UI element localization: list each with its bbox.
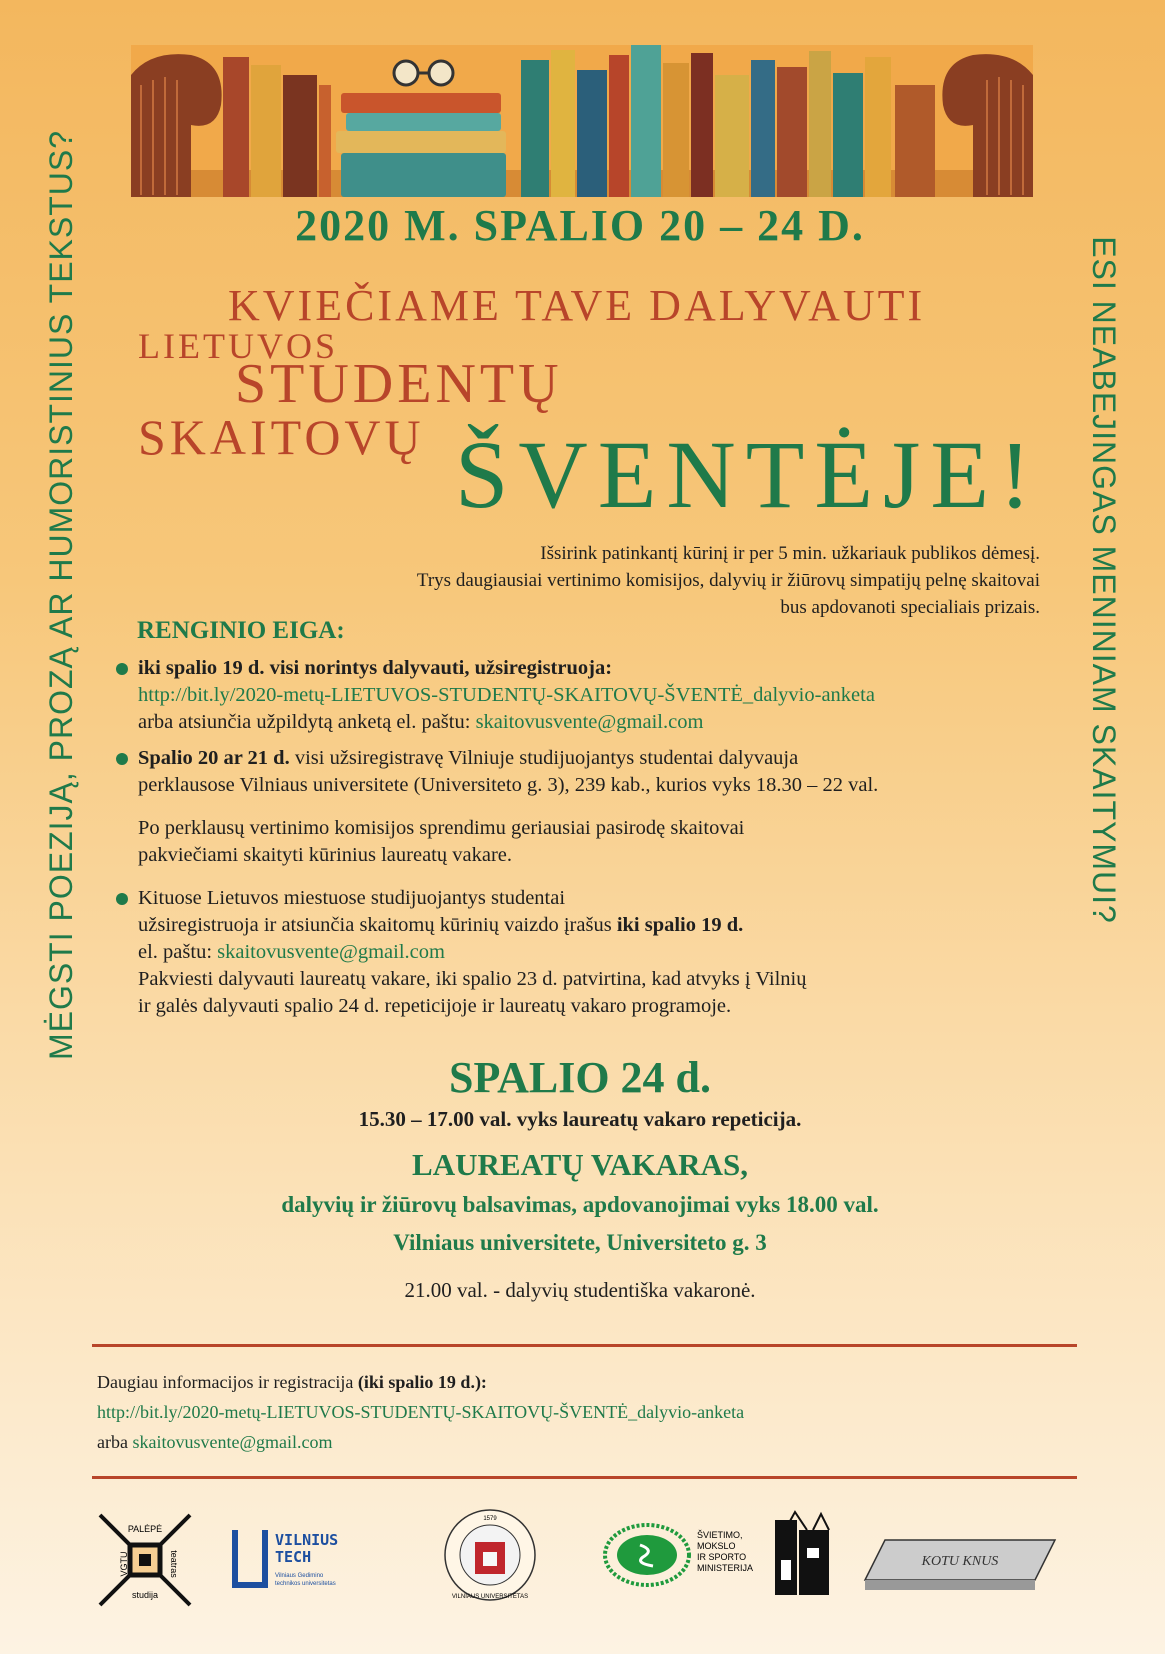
side-question-left: MĖGSTI POEZIJĄ, PROZĄ AR HUMORISTINIUS TEKSTUS? (43, 129, 79, 1061)
bookshelf-banner (131, 45, 1033, 197)
vilniustech-logo (235, 1530, 338, 1587)
svg-text:IR SPORTO: IR SPORTO (697, 1552, 747, 1562)
svg-text:MINISTERIJA: MINISTERIJA (697, 1563, 754, 1573)
title-skaitovu: SKAITOVŲ (138, 409, 425, 465)
svg-text:ŠVIETIMO,: ŠVIETIMO, (697, 1530, 743, 1540)
svg-text:VILNIAUS UNIVERSITETAS: VILNIAUS UNIVERSITETAS (451, 1594, 529, 1600)
schedule-list (112, 655, 1072, 1020)
email-link[interactable]: skaitovusvente@gmail.com (217, 941, 445, 963)
registration-link[interactable]: http://bit.ly/2020-metų-LIETUVOS-STUDENTŲ-SKAITOVŲ-ŠVENTĖ_dalyvio-anketa (97, 1402, 745, 1422)
svg-text:Vilniaus Gedimino: Vilniaus Gedimino (275, 1573, 324, 1579)
list-paragraph: Po perklausų vertinimo komisijos sprendimu geriausiai pasirodę skaitovai pakviečiami skaityti kūrinius laureatų vakare. (138, 817, 745, 866)
svg-text:TECH: TECH (275, 1548, 312, 1566)
svg-text:PALĖPĖ: PALĖPĖ (127, 1524, 163, 1534)
svg-text:technikos universitetas: technikos universitetas (275, 1581, 336, 1587)
svg-text:teatras: teatras (169, 1550, 179, 1578)
ministry-logo (605, 1525, 753, 1585)
sponsor-logos (95, 1500, 1075, 1610)
intro-text: Išsirink patinkantį kūrinį ir per 5 min. užkariauk publikos dėmesį. Trys daugiausiai vertinimo komisijos, dalyvių ir žiūrovų simpatijų pelnę skaitovai bus apdovanoti specialiais prizais. (416, 543, 1040, 618)
divider (92, 1476, 1077, 1479)
more-info: Daugiau informacijos ir registracija (iki spalio 19 d.): http://bit.ly/2020-metų-LIETUVOS-STUDENTŲ-SKAITOVŲ-ŠVENTĖ_dalyvio-anketa arba skaitovusvente@gmail.com (97, 1367, 1057, 1457)
svg-text:studija: studija (131, 1590, 159, 1600)
oct24-title: SPALIO 24 d. (448, 1053, 712, 1102)
voting-info: dalyvių ir žiūrovų balsavimas, apdovanojimai vyks 18.00 val. (281, 1192, 879, 1217)
list-item: Kituose Lietuvos miestuose studijuojantys studentai užsiregistruoja ir atsiunčia skaitomų kūrinių vaizdo įrašus iki spalio 19 d. el. paštu: skaitovusvente@gmail.com Pakviesti dalyvauti laureatų vakare, iki spalio 23 d. patvirtina, kad atvyks į Vilnių ir galės dalyvauti spalio 24 d. repeticijoje ir laureatų vakaro programoje. (112, 885, 1072, 1020)
event-dates: 2020 M. SPALIO 20 – 24 D. (295, 201, 865, 250)
email-link[interactable]: skaitovusvente@gmail.com (132, 1432, 333, 1452)
svg-text:1579: 1579 (483, 1516, 497, 1522)
divider (92, 1344, 1077, 1347)
svg-text:KOTU KNUS: KOTU KNUS (921, 1554, 999, 1569)
kotu-logo (865, 1540, 1055, 1590)
party-info: 21.00 val. - dalyvių studentiška vakaronė. (404, 1278, 756, 1302)
list-item: iki spalio 19 d. visi norintys dalyvauti, užsiregistruoja: http://bit.ly/2020-metų-LIETUVOS-STUDENTŲ-SKAITOVŲ-ŠVENTĖ_dalyvio-anketa arba atsiunčia užpildytą anketą el. paštu: skaitovusvente@gmail.com (112, 655, 1072, 736)
email-link[interactable]: skaitovusvente@gmail.com (475, 711, 704, 733)
title-lietuvos: LIETUVOS (138, 326, 338, 366)
palepe-logo (100, 1515, 190, 1605)
title-sventeje: ŠVENTĖJE! (455, 421, 1041, 528)
svg-text:VGTU: VGTU (119, 1551, 129, 1577)
schedule-title: RENGINIO EIGA: (137, 617, 345, 644)
registration-link[interactable]: http://bit.ly/2020-metų-LIETUVOS-STUDENTŲ-SKAITOVŲ-ŠVENTĖ_dalyvio-anketa (138, 684, 875, 706)
svg-text:VILNIUS: VILNIUS (275, 1531, 339, 1549)
title-studentu: STUDENTŲ (235, 353, 563, 415)
theatre-mask-logo (775, 1512, 829, 1595)
laureates-evening: LAUREATŲ VAKARAS, (412, 1147, 748, 1182)
side-question-right: ESI NEABEJINGAS MENINIAM SKAITYMUI? (1086, 236, 1122, 924)
svg-text:MOKSLO: MOKSLO (697, 1541, 736, 1551)
title-invite: KVIEČIAME TAVE DALYVAUTI (228, 281, 926, 330)
rehearsal-info: 15.30 – 17.00 val. vyks laureatų vakaro repeticija. (358, 1107, 802, 1131)
vu-seal (445, 1510, 535, 1600)
venue: Vilniaus universitete, Universiteto g. 3 (393, 1230, 767, 1255)
list-item: Spalio 20 ar 21 d. visi užsiregistravę Vilniuje studijuojantys studentai dalyvauja perklausose Vilniaus universitete (Universiteto g. 3), 239 kab., kurios vyks 18.30 – 22 val. (112, 745, 1072, 799)
